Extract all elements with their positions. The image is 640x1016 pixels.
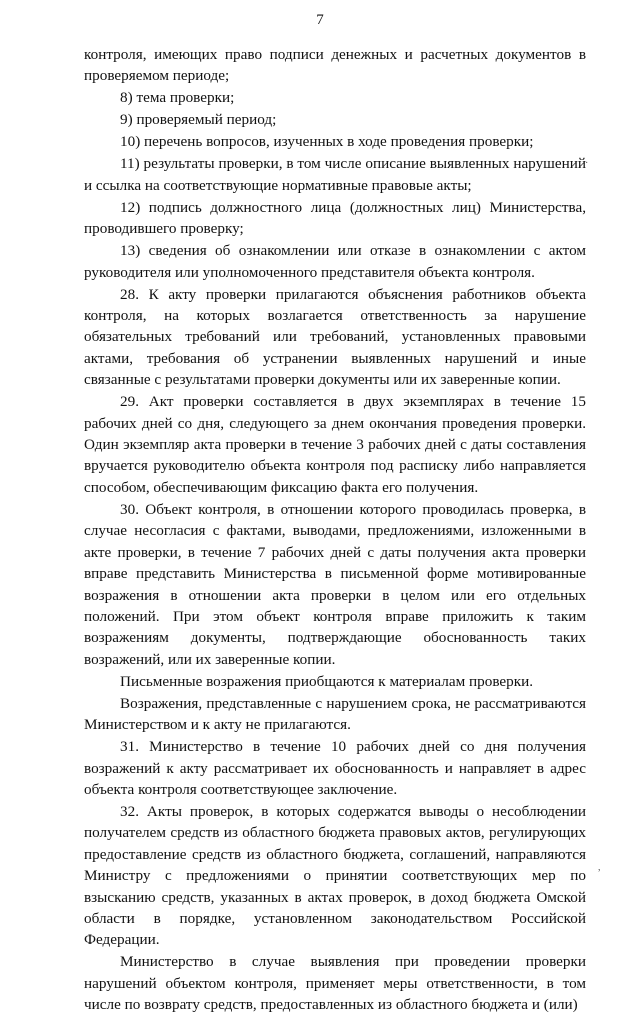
clause-30: 30. Объект контроля, в отношении которого проводилась проверка, в случае несогласия с фактами, выводами, предложениями, изложенными в акте проверки, в течение 7 рабочих дней с даты получения акта проверки вправе представить Министерства в письменной форме мотивированные возражения в отношении акта проверки в целом или его отдельных положений. При этом объект контроля вправе приложить к таким возражениям документы, подтверждающие обоснованность таких возражений, или их заверенные копии. (84, 500, 586, 668)
list-item-12: 12) подпись должностного лица (должностных лиц) Министерства, проводившего проверку; (84, 198, 586, 238)
paragraph: Письменные возражения приобщаются к материалам проверки. (120, 672, 534, 690)
list-item-13: 13) сведения об ознакомлении или отказе в ознакомлении с актом руководителя или уполномоченного представителя объекта контроля. (84, 242, 586, 281)
clause-32: 32. Акты проверок, в которых содержатся выводы о несоблюдении получателем средств из областного бюджета правовых актов, регулирующих предоставление средств из областного бюджета, соглашений, направляются Министру с предложениями о принятии соответствующих мер по взысканию средств, указанных в актах проверок, в доход бюджета Омской области в порядке, установленном законодательством Российской Федерации. (84, 802, 586, 949)
document-body (84, 44, 589, 1016)
scan-speck: · (585, 158, 589, 169)
scan-speck: , (598, 862, 601, 873)
list-item-8: 8) тема проверки; (120, 89, 235, 107)
list-item-10: 10) перечень вопросов, изученных в ходе проведения проверки; (120, 133, 534, 151)
clause-29: 29. Акт проверки составляется в двух экземплярах в течение 15 рабочих дней со дня, следующего за днем окончания проведения проверки. Один экземпляр акта проверки в течение 3 рабочих дней с даты составления вручается руководителю объекта контроля под расписку либо направляется способом, обеспечивающим фиксацию факта его получения. (84, 393, 586, 496)
list-item-11: 11) результаты проверки, в том числе описание выявленных нарушений и ссылка на соответствующие нормативные правовые акты; (84, 155, 586, 194)
clause-28: 28. К акту проверки прилагаются объяснения работников объекта контроля, на которых возлагается ответственность за нарушение обязательных требований или требований, установленных правовыми актами, требования об устранении выявленных нарушений и иные связанные с результатами проверки документы или их заверенные копии. (84, 285, 586, 389)
paragraph: Министерство в случае выявления при проведении проверки нарушений объектом контроля, применяет меры ответственности, в том числе по возврату средств, предоставленных из областного бюджета и (или) (84, 953, 586, 1014)
clause-31: 31. Министерство в течение 10 рабочих дней со дня получения возражений к акту рассматривает их обоснованность и направляет в адрес объекта контроля соответствующее заключение. (84, 738, 586, 798)
list-item-9: 9) проверяемый период; (120, 111, 277, 129)
paragraph: контроля, имеющих право подписи денежных и расчетных документов в проверяемом периоде; (84, 46, 586, 85)
page-number: 7 (316, 12, 324, 28)
paragraph: Возражения, представленные с нарушением срока, не рассматриваются Министерством и к акту не прилагаются. (84, 694, 586, 734)
